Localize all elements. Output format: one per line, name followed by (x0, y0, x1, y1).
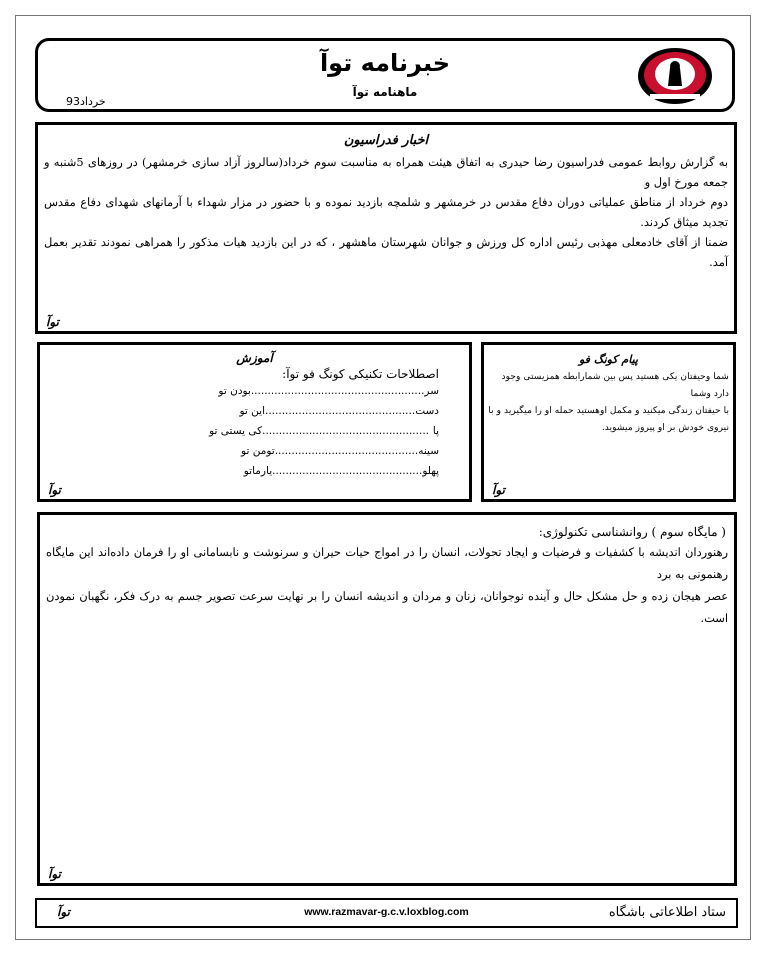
training-section (37, 342, 472, 502)
term-meaning: تومن تو (241, 445, 275, 457)
stage-title: ( مایگاه سوم ) روانشناسی تکنولوژی: (538, 525, 726, 539)
leader-dots: ............................................. (265, 405, 416, 417)
leader-dots: ............................................. (272, 465, 423, 477)
news-line: به گزارش روابط عمومی فدراسیون رضا حیدری به اتفاق هیئت همراه به مناسبت سوم خرداد(سالروز آزاد سازی خرمشهر) در روزهای 5شنبه و جمعه مورخ اول و (44, 155, 728, 189)
stage-signature: توآ (48, 867, 61, 881)
term-meaning: یارماتو (243, 465, 273, 477)
term-row (40, 461, 469, 481)
message-line: با حیفتان زندگی میکنید و مکمل اوهستید حمله او را میگیرید و با (488, 405, 729, 416)
news-signature: توآ (46, 315, 59, 329)
training-title: آموزش (236, 351, 273, 365)
leader-dots: ........................................... (274, 445, 419, 457)
issue-date: خرداد93 (66, 95, 106, 108)
term: سینه (418, 445, 439, 457)
news-title: اخبار فدراسیون (343, 133, 429, 148)
leader-dots: .................................................. (262, 425, 429, 437)
term: پا (432, 425, 439, 437)
message-line: شما وحیفتان یکی هستید پس بین شمارابطه همزیستی وجود دارد وشما (501, 371, 729, 399)
message-title: پیام کونگ فو (579, 353, 638, 366)
footer-signature: توآ (57, 905, 70, 919)
footer-org: ستاد اطلاعاتی باشگاه (608, 905, 726, 920)
term-row (40, 401, 469, 421)
term-meaning: این تو (239, 405, 265, 417)
message-line: نیروی خودش بر او پیروز میشوید. (601, 422, 729, 433)
newsletter-subtitle: ماهنامه توآ (352, 85, 418, 99)
kungfu-message-section (481, 342, 736, 502)
term-meaning: بودن تو (218, 385, 251, 397)
masthead (35, 38, 735, 112)
message-signature: توآ (492, 483, 505, 497)
federation-news-section (35, 122, 737, 334)
training-signature: توآ (48, 483, 61, 497)
term-row (40, 381, 469, 401)
leader-dots: .................................................... (250, 385, 425, 397)
term: پهلو (422, 465, 439, 477)
website-link[interactable]: www.razmavar-g.c.v.loxblog.com (304, 906, 469, 918)
message-body (484, 366, 733, 436)
club-logo-icon (636, 46, 714, 106)
news-line: ضمنا از آقای خادمعلی مهذبی رئیس اداره کل ورزش و جوانان شهرستان ماهشهر ، که در این بازدید هیات مذکور را همراهی نمودند تقدیر بعمل آمد. (44, 235, 728, 269)
footer-bar (35, 898, 738, 928)
term: دست (415, 405, 439, 417)
term-row (40, 421, 469, 441)
newsletter-title: خبرنامه توآ (319, 49, 451, 77)
technology-psychology-section (37, 512, 737, 886)
term-meaning: کی یستی تو (209, 425, 263, 437)
stage-line: رهنوردان اندیشه با کشفیات و فرضیات و ایجاد تحولات، انسان را در امواج حیات حیران و سرنوشت و نابسامانی او را فرمان داده‌اند این مایگاه رهنمونی به برد (46, 545, 728, 581)
stage-body (40, 541, 734, 629)
training-intro: اصطلاحات تکنیکی کونگ فو توآ: (282, 367, 439, 381)
news-line: دوم خرداد از مناطق عملیاتی دوران دفاع مقدس در خرمشهر و شلمچه بازدید نموده و با حضور در مزار شهداء با آرمانهای شهدای دفاع مقدس تجدید میثاق کردند. (44, 195, 728, 229)
term: سر (424, 385, 439, 397)
term-row (40, 441, 469, 461)
news-body (38, 152, 734, 272)
stage-line: عصر هیجان زده و حل مشکل حال و آینده نوجوانان، زنان و مردان و اندیشه انسان را بر نهایت سرعت تصویر جسم به درک فکر، نگهبان نمودن است. (46, 589, 728, 625)
